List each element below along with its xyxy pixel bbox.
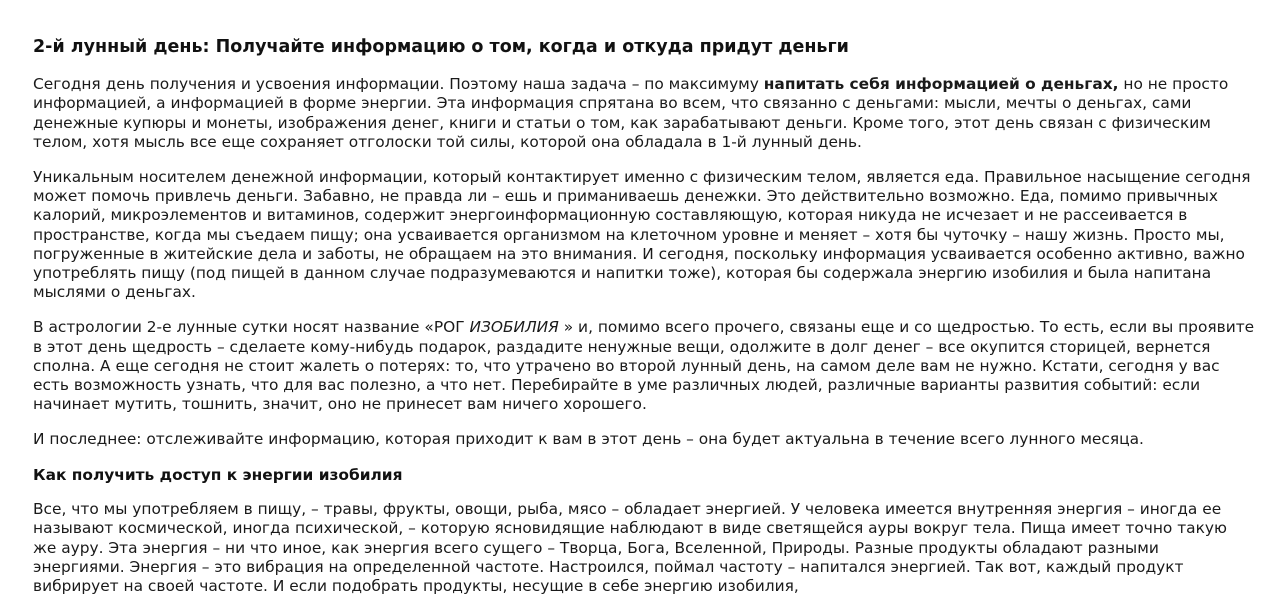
paragraph-3-text-end: » и, помимо всего прочего, связаны еще и со щедростью. То есть, если вы проявите в этот день щедрость – сделаете кому-нибудь подарок, раздадите ненужные вещи, одолжите в долг денег – все окупится сторицей, вернется сполна. А еще сегодня не стоит жалеть о потерях: то, что утрачено во второй лунный день, на самом деле вам не нужно. Кстати, сегодня у вас есть возможность узнать, что для вас полезно, а что нет. Перебирайте в уме различных людей, различные варианты развития событий: если начинает мутить, тошнить, значит, оно не принесет вам ничего хорошего. — [33, 318, 1255, 414]
paragraph-5: Все, что мы употребляем в пищу, – травы, фрукты, овощи, рыба, мясо – обладает энергией. У человека имеется внутренняя энергия – иногда ее называют космической, иногда психической, – которую ясновидящие наблюдают в виде светящейся ауры вокруг тела. Пища имеет точно такую же ауру. Эта энергия – ни что иное, как энергия всего сущего – Творца, Бога, Вселенной, Природы. Разные продукты обладают разными энергиями. Энергия – это вибрация на определенной частоте. Настроился, поймал частоту – напитался энергией. Так вот, каждый продукт вибрирует на своей частоте. И если подобрать продукты, несущие в себе энергию изобилия, — [33, 500, 1227, 596]
article — [33, 36, 1255, 612]
paragraph-1 — [33, 75, 1255, 152]
paragraph-3-italic-text: ИЗОБИЛИЯ — [469, 318, 559, 337]
paragraph-3-text-start: В астрологии 2-е лунные сутки носят название «РОГ — [33, 318, 470, 337]
paragraph-2: Уникальным носителем денежной информации, который контактирует именно с физическим телом, является еда. Правильное насыщение сегодня может помочь привлечь деньги. Забавно, не правда ли – ешь и приманиваешь денежки. Это действительно возможно. Еда, помимо привычных калорий, микроэлементов и витаминов, содержит энергоинформационную составляющую, которая никуда не исчезает и не рассеивается в пространстве, когда мы съедаем пищу; она усваивается организмом на клеточном уровне и меняет – хотя бы чуточку – нашу жизнь. Просто мы, погруженные в житейские дела и заботы, не обращаем на это внимания. И сегодня, поскольку информация усваивается особенно активно, важно употреблять пищу (под пищей в данном случае подразумеваются и напитки тоже), которая бы содержала энергию изобилия и была напитана мыслями о деньгах. — [33, 167, 1251, 302]
paragraph-1-text-start: Сегодня день получения и усвоения информации. Поэтому наша задача – по максимуму — [33, 75, 764, 93]
article-title: 2-й лунный день: Получайте информацию о том, когда и откуда придут деньги — [33, 37, 849, 57]
paragraph-3 — [33, 318, 1255, 414]
paragraph-1-text-end: но не просто информацией, а информацией в форме энергии. Эта информация спрятана во всем, что связанно с деньгами: мысли, мечты о деньгах, сами денежные купюры и монеты, изображения денег, книги и статьи о том, как зарабатывают деньги. Кроме того, этот день связан с физическим телом, хотя мысль все еще сохраняет отголоски той силы, которой она обладала в 1-й лунный день. — [33, 75, 1229, 151]
paragraph-1-bold-text: напитать себя информацией о деньгах, — [763, 75, 1119, 93]
paragraph-4: И последнее: отслеживайте информацию, которая приходит к вам в этот день – она будет актуальна в течение всего лунного месяца. — [33, 430, 1144, 449]
section-subtitle: Как получить доступ к энергии изобилия — [33, 466, 403, 485]
